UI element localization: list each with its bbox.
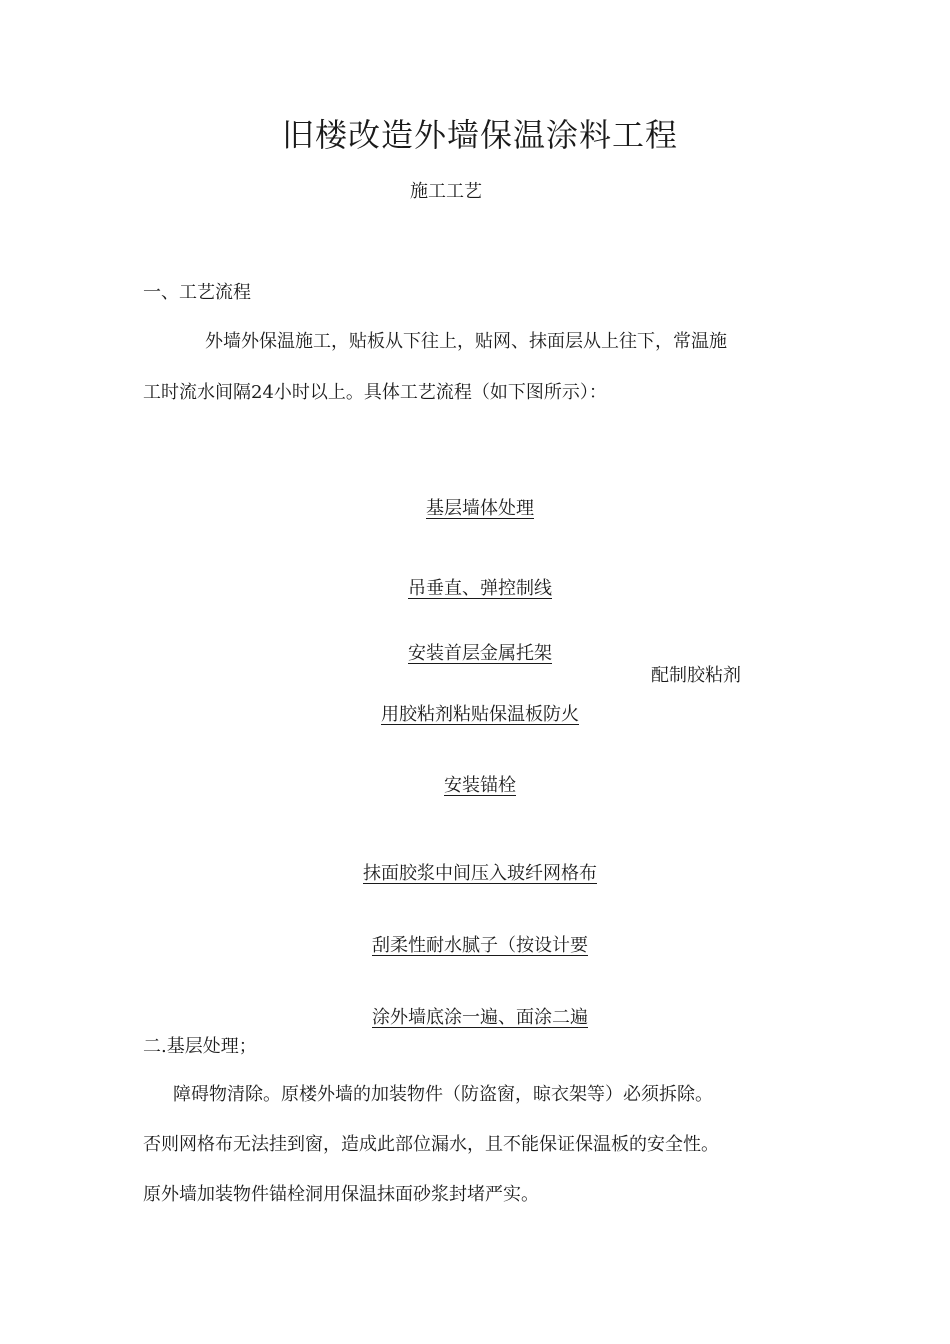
- flow-step: 涂外墙底涂一遍、面涂二遍: [372, 1007, 588, 1028]
- paragraph-line: 障碍物清除。原楼外墙的加装物件（防盗窗，晾衣架等）必须拆除。: [173, 1084, 713, 1105]
- flow-step: 安装首层金属托架: [408, 643, 552, 664]
- paragraph-line: 原外墙加装物件锚栓洞用保温抹面砂浆封堵严实。: [143, 1184, 539, 1205]
- section-heading-base: 二.基层处理；: [143, 1036, 257, 1057]
- flow-side-note: 配制胶粘剂: [651, 665, 741, 686]
- flow-step: 安装锚栓: [444, 775, 516, 796]
- flow-step: 刮柔性耐水腻子（按设计要: [372, 935, 588, 956]
- flow-step: 吊垂直、弹控制线: [408, 578, 552, 599]
- document-title: 旧楼改造外墙保温涂料工程: [281, 116, 678, 154]
- flow-step: 基层墙体处理: [426, 498, 534, 519]
- paragraph-line: 否则网格布无法挂到窗，造成此部位漏水，且不能保证保温板的安全性。: [143, 1134, 719, 1155]
- flow-step: 抹面胶浆中间压入玻纤网格布: [363, 863, 597, 884]
- paragraph-line: 工时流水间隔24小时以上。具体工艺流程（如下图所示）：: [143, 382, 607, 403]
- flow-step: 用胶粘剂粘贴保温板防火: [381, 704, 579, 725]
- paragraph-line: 外墙外保温施工，贴板从下往上，贴网、抹面层从上往下，常温施: [205, 331, 727, 352]
- section-heading-process: 一、工艺流程: [143, 282, 251, 303]
- document-subtitle: 施工工艺: [410, 181, 482, 202]
